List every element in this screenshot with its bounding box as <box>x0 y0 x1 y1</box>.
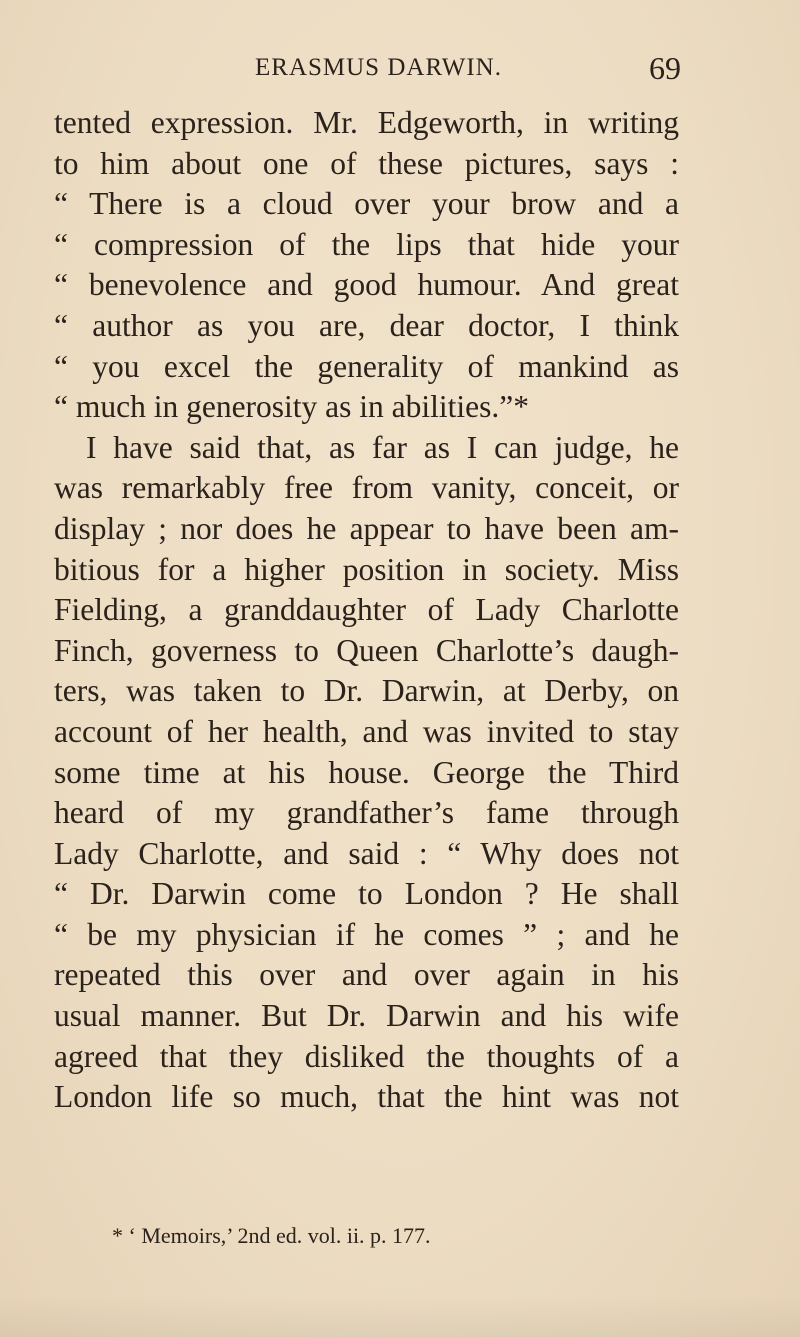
text-line: Fielding, a granddaughter of Lady Charlotte <box>54 592 679 628</box>
text-line: repeated this over and over again in his <box>54 957 679 993</box>
text-line: “ author as you are, dear doctor, I think <box>54 307 679 343</box>
text-line: “ Dr. Darwin come to London ? He shall <box>54 876 679 912</box>
text-line: account of her health, and was invited to stay <box>54 713 679 749</box>
text-line: “ compression of the lips that hide your <box>54 226 679 262</box>
text-line: display ; nor does he appear to have been am- <box>54 510 679 546</box>
page-number: 69 <box>649 50 681 86</box>
text-line: I have said that, as far as I can judge, he <box>86 429 679 465</box>
text-line: “ you excel the generality of mankind as <box>54 348 679 384</box>
running-title: ERASMUS DARWIN. <box>255 54 502 81</box>
text-line: some time at his house. George the Third <box>54 754 679 790</box>
text-line: heard of my grandfather’s fame through <box>54 795 679 831</box>
text-line: “ There is a cloud over your brow and a <box>54 186 679 222</box>
text-line: London life so much, that the hint was not <box>54 1079 679 1115</box>
footnote: * ‘ Memoirs,’ 2nd ed. vol. ii. p. 177. <box>112 1223 431 1248</box>
text-line: “ much in generosity as in abilities.”* <box>54 389 530 425</box>
text-line: was remarkably free from vanity, conceit, or <box>54 470 679 506</box>
text-line: agreed that they disliked the thoughts of a <box>54 1038 679 1074</box>
body-text <box>54 103 679 1118</box>
text-line: ters, was taken to Dr. Darwin, at Derby, on <box>54 673 679 709</box>
text-line: Finch, governess to Queen Charlotte’s daugh- <box>54 632 679 668</box>
text-line: to him about one of these pictures, says : <box>54 145 679 181</box>
page-edge-shadow <box>0 1295 800 1337</box>
text-line: usual manner. But Dr. Darwin and his wife <box>54 998 679 1034</box>
text-line: Lady Charlotte, and said : “ Why does not <box>54 835 679 871</box>
text-line: tented expression. Mr. Edgeworth, in writing <box>54 105 679 140</box>
text-line: bitious for a higher position in society. Miss <box>54 551 679 587</box>
running-head <box>255 50 685 96</box>
text-line: “ be my physician if he comes ” ; and he <box>54 916 679 952</box>
text-line: “ benevolence and good humour. And great <box>54 267 679 303</box>
